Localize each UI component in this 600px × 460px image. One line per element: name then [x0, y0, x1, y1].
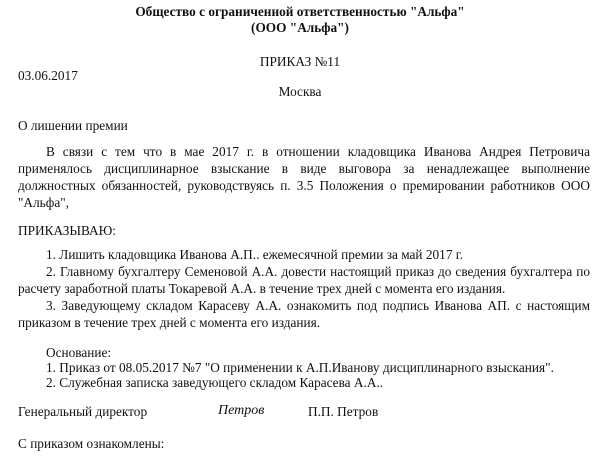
order-item: 2. Главному бухгалтеру Семеновой А.А. довести настоящий приказ до сведения бухгалтера по расчету заработной платы Токаревой А.А. в течение трех дней с момента его издания.	[18, 264, 590, 296]
order-items-list	[18, 246, 590, 331]
order-item: 1. Лишить кладовщика Иванова А.П.. ежемесячной премии за май 2017 г.	[46, 247, 464, 262]
preamble-paragraph	[18, 143, 590, 211]
preamble-text: В связи с тем что в мае 2017 г. в отношении кладовщика Иванова Андрея Петровича применялось дисциплинарное взыскание в виде выговора за ненадлежащее выполнение должностных обязанностей, руководствуясь п. 3.5 Положения о премировании работников ООО "Альфа",	[18, 144, 590, 210]
basis-item: 2. Служебная записка заведующего складом Карасева А.А..	[46, 375, 384, 390]
org-short-name: (ООО "Альфа")	[251, 20, 349, 35]
order-word: ПРИКАЗЫВАЮ:	[18, 223, 116, 238]
signature-position: Генеральный директор	[18, 404, 148, 419]
order-item: 3. Заведующему складом Карасеву А.А. ознакомить под подпись Иванова АП. с настоящим приказом в течение трех дней с момента его издания.	[18, 298, 590, 330]
org-name: Общество с ограниченной ответственностью "Альфа"	[135, 4, 465, 19]
order-date: 03.06.2017	[18, 68, 78, 83]
signature-name: П.П. Петров	[308, 404, 379, 419]
basis-label: Основание:	[46, 345, 112, 360]
basis-item: 1. Приказ от 08.05.2017 №7 "О применении к А.П.Иванову дисциплинарного взыскания".	[46, 360, 554, 375]
signature-handwritten: Петров	[218, 403, 265, 418]
order-city: Москва	[278, 84, 322, 99]
order-subject: О лишении премии	[18, 118, 128, 133]
order-title: ПРИКАЗ №11	[259, 54, 341, 69]
acknowledged-label: С приказом ознакомлены:	[18, 436, 165, 451]
